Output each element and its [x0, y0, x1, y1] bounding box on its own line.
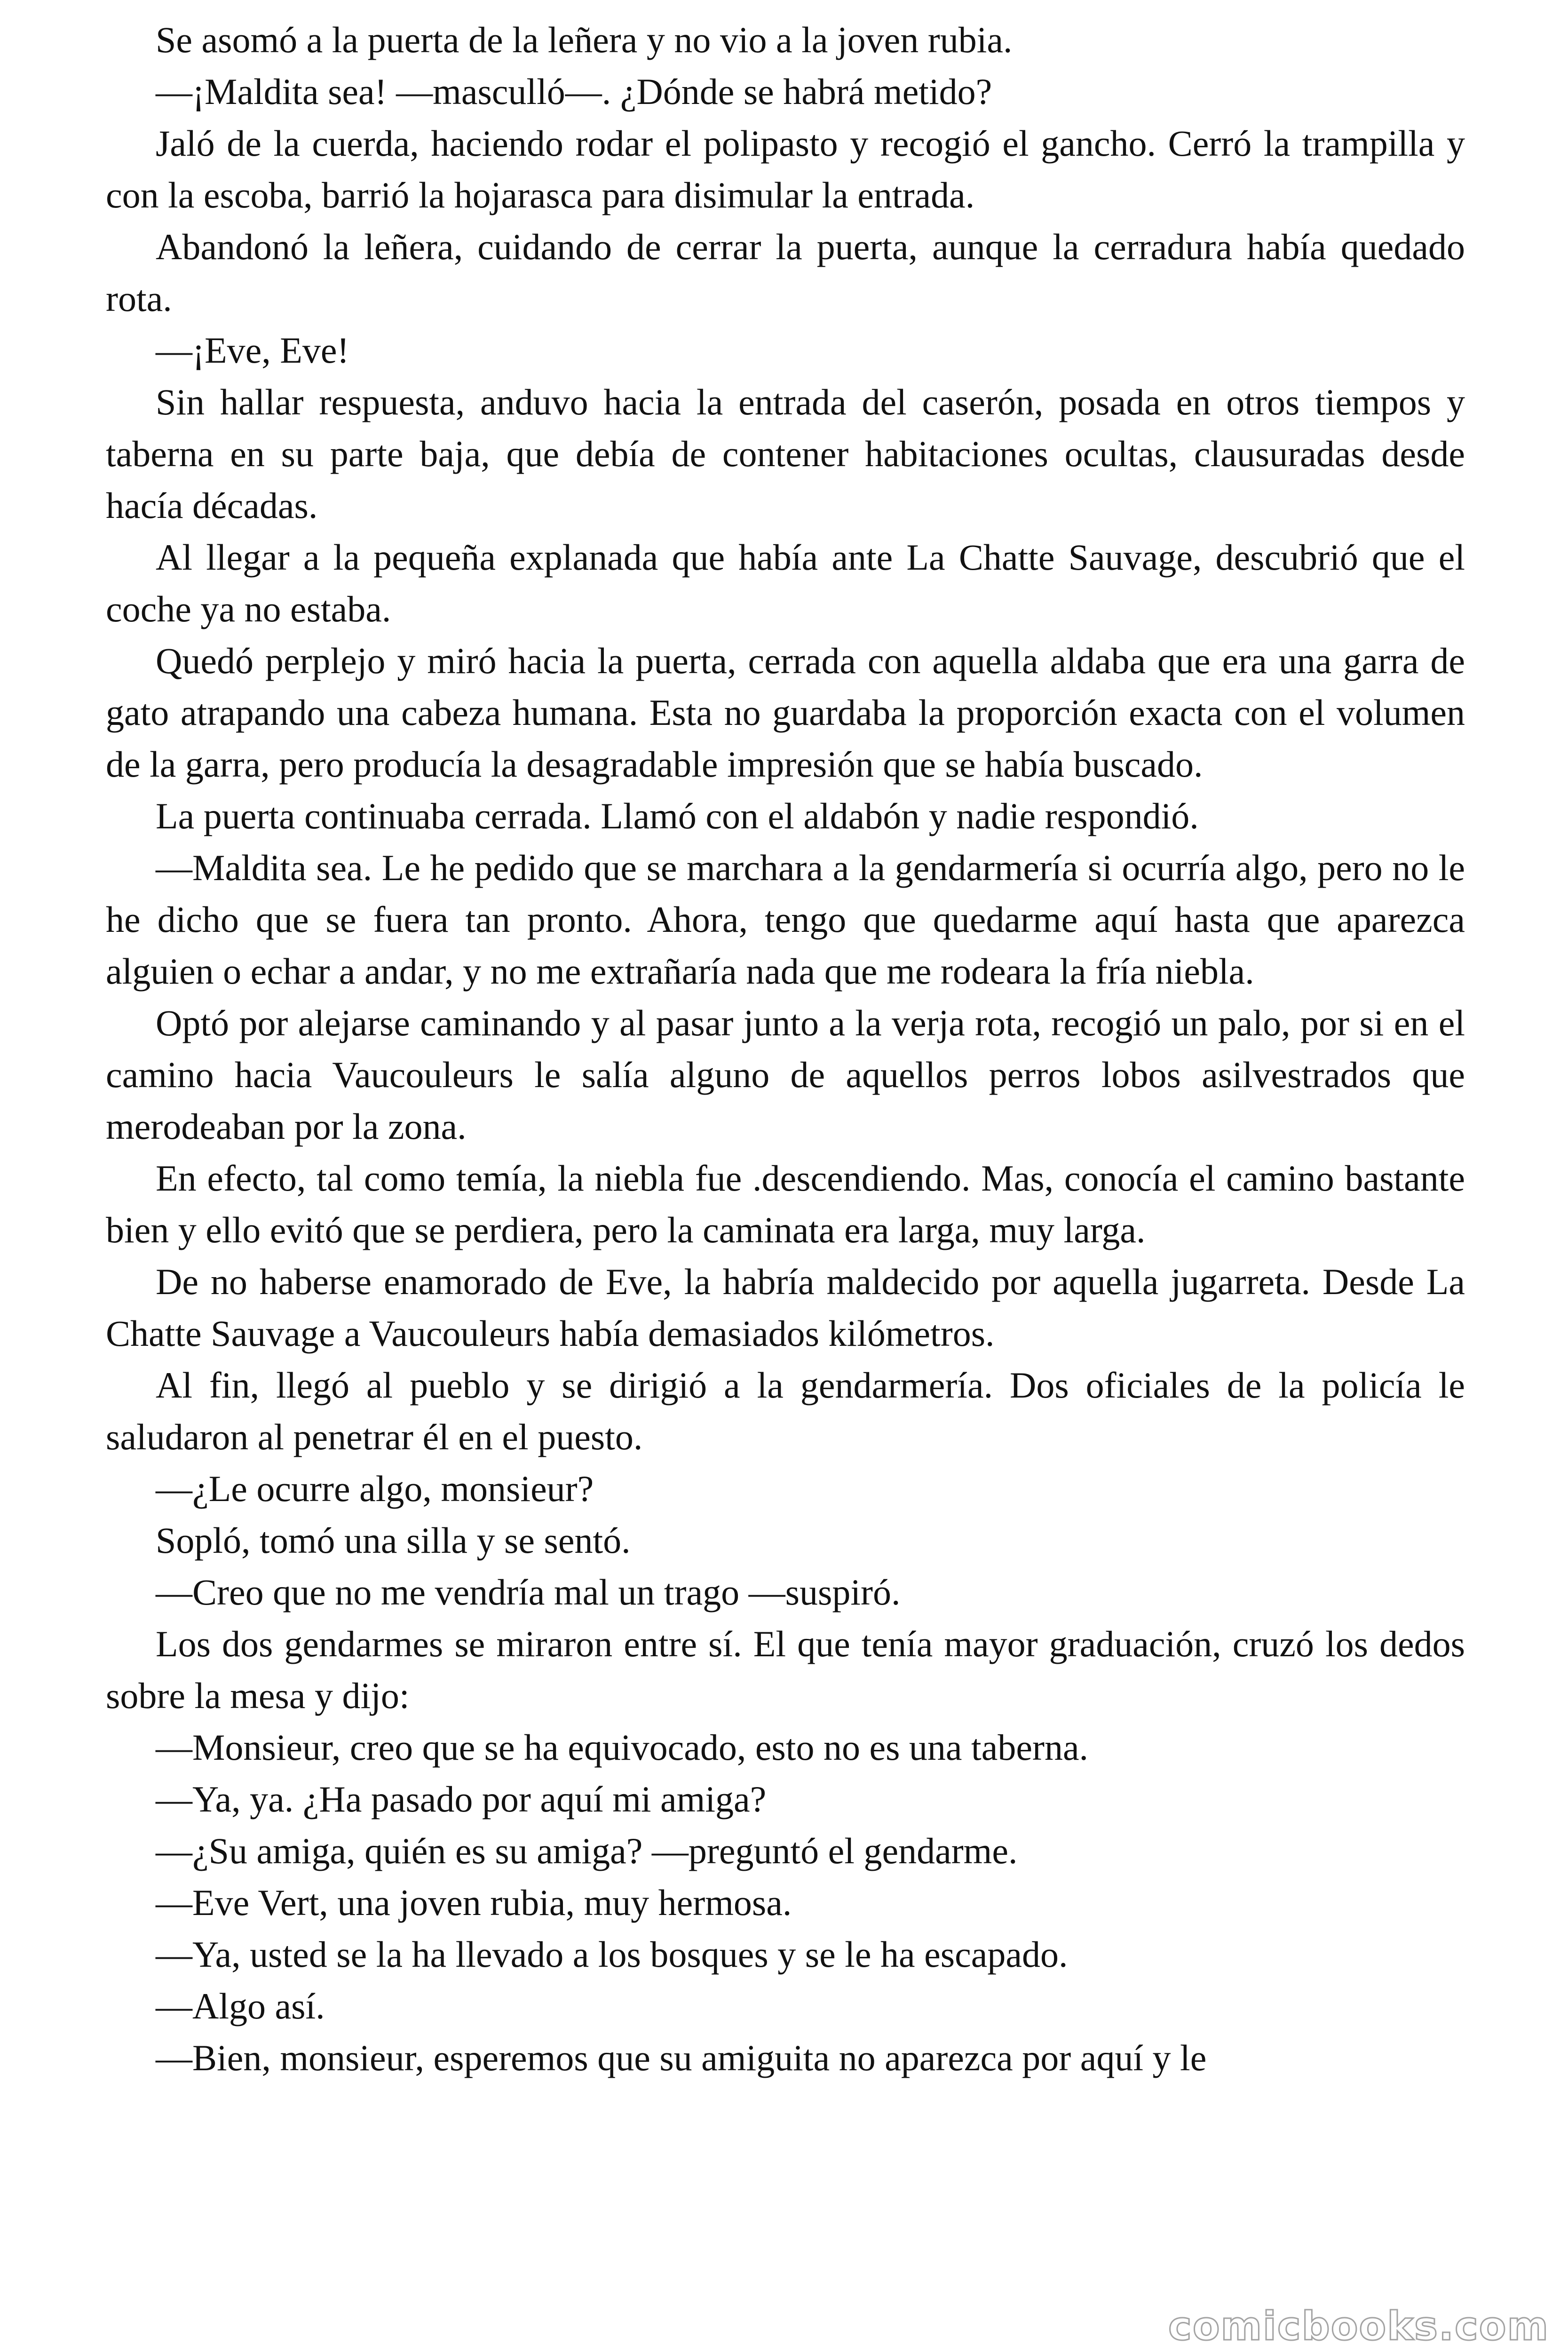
- paragraph: En efecto, tal como temía, la niebla fue .descendiendo. Mas, conocía el camino bastante bien y ello evitó que se perdiera, pero la caminata era larga, muy larga.: [106, 1158, 1465, 1250]
- paragraph: —Ya, usted se la ha llevado a los bosques y se le ha escapado.: [156, 1934, 1068, 1975]
- paragraph: De no haberse enamorado de Eve, la habría maldecido por aquella jugarreta. Desde La Chatte Sauvage a Vaucouleurs había demasiados kilómetros.: [106, 1261, 1465, 1354]
- paragraph: Se asomó a la puerta de la leñera y no vio a la joven rubia.: [156, 19, 1013, 60]
- paragraph: —¡Eve, Eve!: [156, 330, 349, 371]
- watermark-logo: comicbooks.com: [1168, 2303, 1549, 2349]
- paragraph: Al llegar a la pequeña explanada que había ante La Chatte Sauvage, descubrió que el coche ya no estaba.: [106, 537, 1465, 629]
- paragraph: Los dos gendarmes se miraron entre sí. El que tenía mayor graduación, cruzó los dedos sobre la mesa y dijo:: [106, 1623, 1465, 1716]
- paragraph: Al fin, llegó al pueblo y se dirigió a la gendarmería. Dos oficiales de la policía le saludaron al penetrar él en el puesto.: [106, 1365, 1465, 1457]
- paragraph: —¡Maldita sea! —masculló—. ¿Dónde se habrá metido?: [156, 71, 992, 112]
- paragraph: —Bien, monsieur, esperemos que su amiguita no aparezca por aquí y le: [156, 2037, 1207, 2078]
- paragraph: Jaló de la cuerda, haciendo rodar el polipasto y recogió el gancho. Cerró la trampilla y con la escoba, barrió la hojarasca para disimular la entrada.: [106, 123, 1465, 215]
- paragraph: La puerta continuaba cerrada. Llamó con el aldabón y nadie respondió.: [156, 795, 1199, 836]
- paragraph: —Ya, ya. ¿Ha pasado por aquí mi amiga?: [156, 1779, 767, 1820]
- paragraph: —¿Su amiga, quién es su amiga? —preguntó el gendarme.: [156, 1830, 1018, 1871]
- paragraph: Sopló, tomó una silla y se sentó.: [156, 1520, 631, 1561]
- paragraph: —Creo que no me vendría mal un trago —suspiró.: [156, 1572, 901, 1613]
- paragraph: Sin hallar respuesta, anduvo hacia la entrada del caserón, posada en otros tiempos y taberna en su parte baja, que debía de contener habitaciones ocultas, clausuradas desde hacía décadas.: [106, 381, 1465, 526]
- paragraph: —Monsieur, creo que se ha equivocado, esto no es una taberna.: [156, 1727, 1089, 1768]
- paragraph: Abandonó la leñera, cuidando de cerrar la puerta, aunque la cerradura había quedado rota.: [106, 226, 1465, 319]
- paragraph: Optó por alejarse caminando y al pasar junto a la verja rota, recogió un palo, por si en el camino hacia Vaucouleurs le salía alguno de aquellos perros lobos asilvestrados que merodeaban por la zona.: [106, 1002, 1465, 1147]
- paragraph: —¿Le ocurre algo, monsieur?: [156, 1468, 594, 1509]
- paragraph: —Algo así.: [156, 1986, 325, 2026]
- paragraph: —Eve Vert, una joven rubia, muy hermosa.: [156, 1882, 792, 1923]
- paragraph: —Maldita sea. Le he pedido que se marchara a la gendarmería si ocurría algo, pero no le he dicho que se fuera tan pronto. Ahora, tengo que quedarme aquí hasta que aparezca alguien o echar a andar, y no me extrañaría nada que me rodeara la fría niebla.: [106, 847, 1465, 992]
- paragraph: Quedó perplejo y miró hacia la puerta, cerrada con aquella aldaba que era una garra de gato atrapando una cabeza humana. Esta no guardaba la proporción exacta con el volumen de la garra, pero producía la desagradable impresión que se había buscado.: [106, 640, 1465, 785]
- body-text: [106, 14, 1465, 2084]
